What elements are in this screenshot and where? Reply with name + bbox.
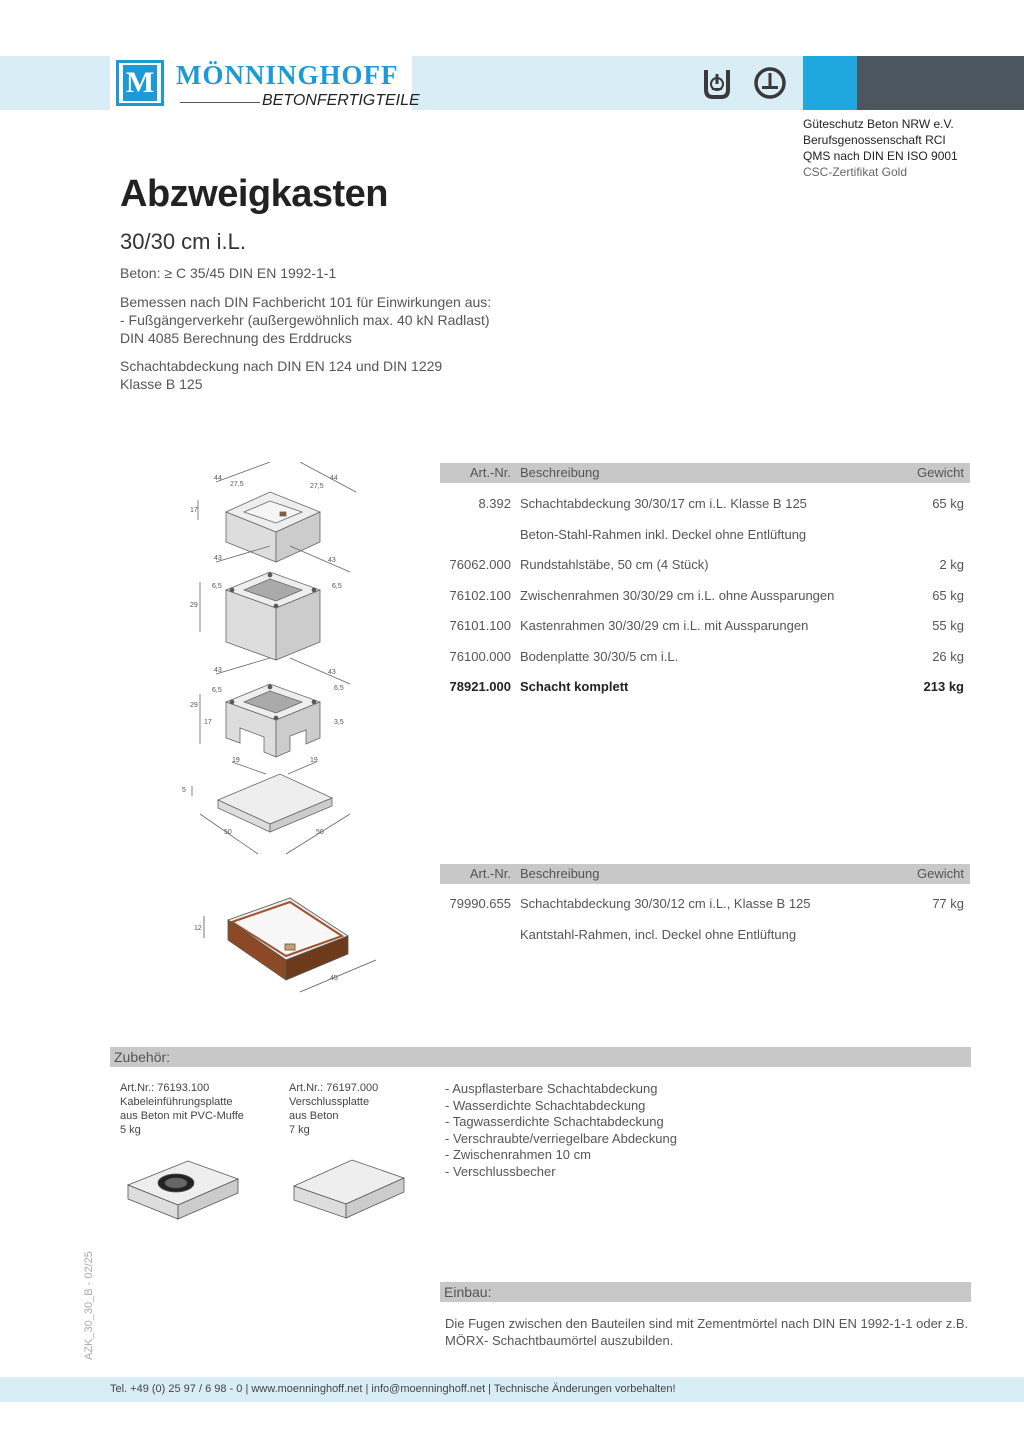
- dim-label: 5: [182, 787, 186, 794]
- dim-label: 43: [214, 555, 222, 562]
- cable-entry-plate-drawing: [124, 1155, 254, 1225]
- dim-label: 45: [330, 975, 338, 982]
- col-weight: Gewicht: [917, 866, 964, 881]
- company-logo[interactable]: [110, 56, 420, 110]
- dim-label: 3,5: [334, 719, 344, 726]
- shaft-exploded-drawing: [170, 462, 370, 857]
- dim-label: 6,5: [334, 685, 344, 692]
- einbau-text: Die Fugen zwischen den Bauteilen sind mit Zementmörtel nach DIN EN 1992-1-1 oder z.B. MÖRX- Schachtbaumörtel auszubilden.: [445, 1316, 969, 1348]
- certifications: [803, 116, 958, 180]
- dim-label: 43: [328, 669, 336, 676]
- base-plate-part: [218, 774, 332, 832]
- cert-line: Güteschutz Beton NRW e.V.: [803, 117, 954, 131]
- table-header: [440, 864, 970, 884]
- zubehoer-header: Zubehör:: [110, 1047, 971, 1067]
- cert-line: Berufsgenossenschaft RCI: [803, 133, 946, 147]
- dim-label: 12: [194, 925, 202, 932]
- accessory-item: Art.Nr.: 76193.100 Kabeleinführungsplatte aus Beton mit PVC-Muffe 5 kg: [120, 1082, 244, 1136]
- logo-name: MÖNNINGHOFF: [176, 60, 399, 90]
- table-row: Kantstahl-Rahmen, incl. Deckel ohne Entlüftung: [520, 927, 797, 942]
- col-desc: Beschreibung: [520, 465, 600, 480]
- cover-part: [226, 492, 320, 562]
- logo-rule: [180, 102, 260, 103]
- table-row: 76100.000 Bodenplatte 30/30/5 cm i.L. 26 kg: [449, 649, 964, 664]
- dim-label: 29: [190, 702, 198, 709]
- table-row: 8.392 Schachtabdeckung 30/30/17 cm i.L. Klasse B 125 65 kg: [478, 496, 964, 511]
- header-accent-blue: [803, 56, 857, 110]
- dim-label: 17: [190, 507, 198, 514]
- list-item: - Tagwasserdichte Schachtabdeckung: [445, 1114, 664, 1130]
- col-weight: Gewicht: [917, 465, 964, 480]
- abdeckung-line: Klasse B 125: [120, 376, 203, 392]
- dim-label: 6,5: [332, 583, 342, 590]
- table-row: Beton-Stahl-Rahmen inkl. Deckel ohne Entlüftung: [520, 527, 807, 542]
- dim-label: 6,5: [212, 583, 222, 590]
- list-item: - Verschlussbecher: [445, 1163, 556, 1179]
- document-code: AZK_30_30_B - 02/25: [83, 1251, 95, 1360]
- abdeckung-line: Schachtabdeckung nach DIN EN 124 und DIN 1229: [120, 358, 443, 374]
- table-row: 76062.000 Rundstahlstäbe, 50 cm (4 Stück) 2 kg: [449, 557, 964, 572]
- list-item: - Zwischenrahmen 10 cm: [445, 1147, 591, 1163]
- bemessen-line: - Fußgängerverkehr (außergewöhnlich max. 40 kN Radlast): [120, 312, 490, 328]
- table-row: 79990.655 Schachtabdeckung 30/30/12 cm i.L., Klasse B 125 77 kg: [449, 896, 964, 911]
- safety-seal-icon: [753, 66, 787, 100]
- dim-label: 50: [316, 829, 324, 836]
- header-accent-dark: [857, 56, 1024, 110]
- dim-label: 19: [310, 757, 318, 764]
- page-subtitle: 30/30 cm i.L.: [120, 229, 246, 254]
- accessory-item: Art.Nr.: 76197.000 Verschlussplatte aus Beton 7 kg: [289, 1082, 379, 1136]
- cert-line: CSC-Zertifikat Gold: [803, 165, 908, 179]
- table-row-total: 78921.000 Schacht komplett 213 kg: [449, 679, 964, 694]
- einbau-header: Einbau:: [440, 1282, 971, 1302]
- list-item: - Verschraubte/verriegelbare Abdeckung: [445, 1130, 677, 1146]
- dim-label: 44: [214, 475, 222, 482]
- col-art: Art.-Nr.: [469, 866, 511, 881]
- box-frame-part: [226, 684, 320, 757]
- dim-label: 43: [328, 557, 336, 564]
- list-item: - Auspflasterbare Schachtabdeckung: [445, 1081, 658, 1096]
- dim-label: 27,5: [230, 481, 244, 488]
- dim-label: 50: [224, 829, 232, 836]
- intermediate-ring-part: [226, 572, 320, 660]
- cert-line: QMS nach DIN EN ISO 9001: [803, 149, 958, 163]
- bemessen-text: [120, 293, 491, 347]
- dim-label: 19: [232, 757, 240, 764]
- dim-label: 44: [330, 475, 338, 482]
- accessory-list: [445, 1081, 677, 1181]
- dim-label: 17: [204, 719, 212, 726]
- quality-seal-icon: [700, 66, 734, 100]
- bemessen-line: DIN 4085 Berechnung des Erddrucks: [120, 330, 352, 346]
- table-row: 76102.100 Zwischenrahmen 30/30/29 cm i.L. ohne Aussparungen 65 kg: [449, 588, 964, 603]
- logo-mark: M: [116, 60, 164, 106]
- dim-label: 27,5: [310, 483, 324, 490]
- abdeckung-text: [120, 357, 442, 393]
- col-desc: Beschreibung: [520, 866, 600, 881]
- beton-spec: Beton: ≥ C 35/45 DIN EN 1992-1-1: [120, 265, 337, 281]
- logo-subtitle: BETONFERTIGTEILE: [262, 92, 420, 109]
- footer: Tel. +49 (0) 25 97 / 6 98 - 0 | www.moenninghoff.net | info@moenninghoff.net | Technische Änderungen vorbehalten!: [0, 1377, 1024, 1402]
- dim-label: 43: [214, 667, 222, 674]
- steel-frame-cover-drawing: [190, 888, 380, 998]
- col-art: Art.-Nr.: [469, 465, 511, 480]
- closure-plate-drawing: [290, 1152, 410, 1224]
- bemessen-line: Bemessen nach DIN Fachbericht 101 für Einwirkungen aus:: [120, 294, 492, 310]
- table-row: 76101.100 Kastenrahmen 30/30/29 cm i.L. mit Aussparungen 55 kg: [449, 618, 964, 633]
- dim-label: 6,5: [212, 687, 222, 694]
- list-item: - Wasserdichte Schachtabdeckung: [445, 1097, 646, 1113]
- dim-label: 29: [190, 602, 198, 609]
- table-header: [440, 463, 970, 483]
- page-title: Abzweigkasten: [120, 173, 389, 215]
